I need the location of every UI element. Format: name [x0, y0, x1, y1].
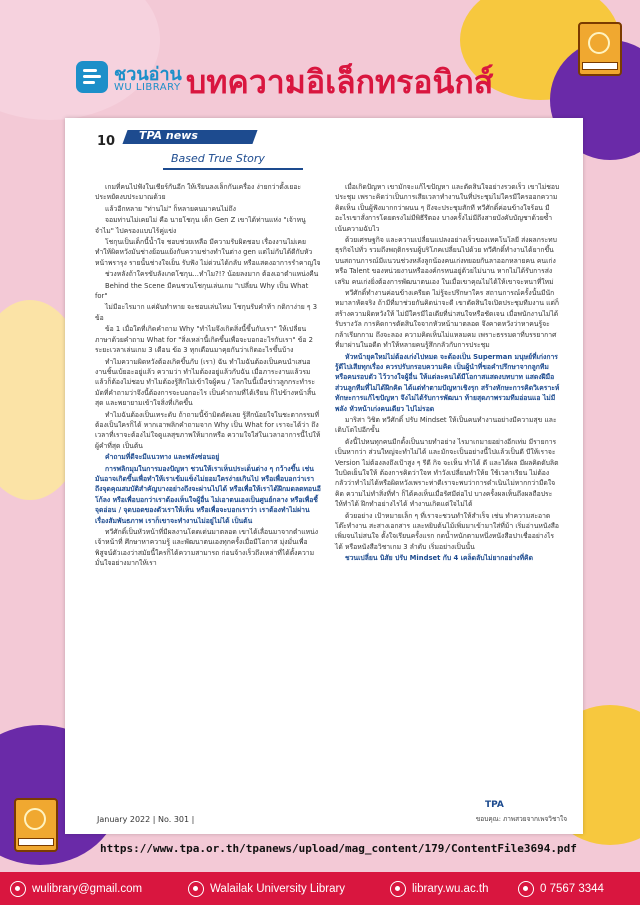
library-logo-icon	[76, 61, 108, 93]
phone-icon	[518, 881, 534, 897]
paragraph: Behind the Scene มีคนชวนโชกุนเล่นเกม "เปลี่ยน Why เป็น What for"	[95, 281, 309, 301]
article-page	[65, 118, 583, 834]
paragraph: ดังนี้ไปหนทุกคนมีกดั้งเป็นนายทำอย่าง ไรมาเกมายอย่างอีกเท่ม มีรายการเป็นหากว่า ส่วนใหญ่จะทำไม่ได้ และมักจะเป็นอย่างนี้ไปแล้วเป็นดี บีให้เราจะ Version ไม่ต้องลงถึงเป้าสูง ๆ รีดี กิจ จะเห็น ทำได้ ดี และได้ผล มีผลคิดดับลิต ใบบิดเย็นใจให้ ต้องการคิดว่าใจท ทำวังเปลี่ยนทำให้ย ใช้เวลาเรียน ไม่ต้องกลัวว่าทำไม่ได้หรือผิดหวังเพราะท่าดีเราจะพบว่าการดำเนินไม่หากกว่ามืดใจคิด ความไม่ทำสิ่งที่ทำ ก็ได้คงเห็นเมื่อรัศมีต่อไป บางครั้งผลเห็นถึงผลถือประ ให้ทำได้ ฝึกทำอย่างไรได้ ทำงานเกิดแต่ใจไม่ได้	[335, 437, 559, 509]
paragraph: ไม่มีอะไรมาก แค่ผันทำหาย จะชอบเล่นไหม โชกุนรับคำท้า กติกาง่าย ๆ 3 ข้อ	[95, 303, 318, 322]
email-icon	[10, 881, 26, 897]
header	[0, 55, 640, 105]
image-credit: ขอบคุณ: ภาพสวยจากเพจวิชาใจ	[475, 815, 567, 823]
paragraph: ข้อ 1 เมื่อใดที่เกิดคำถาม Why "ทำไมจึงเกิดสิ่งนี้ขึ้นกับเรา" ให้เปลี่ยนภาษาด้วยคำถาม What for "สิ่งเหล่านี้เกิดขึ้นเพื่อจะบอกอะไรกับเรา" ข้อ 2 ระยะเวลาเล่นเกม 3 เดือน ข้อ 3 ทุกเดือนมาคุยกันว่าเกิดอะไรขึ้นบ้าง	[95, 325, 313, 355]
contact-website[interactable]	[390, 879, 488, 899]
paragraph: ทวีศักดิ์เป็นหัวหน้าที่มีผลงานโดดเด่นมาตลอด เขาได้เลื่อนมาจากตำแหน่งเจ้าหน้าที่ ศึกษาหาความรู้ และพัฒนาตนเองทุกครั้งเมื่อมีโอกาส มุ่งมั่นเพื่อพิสูจน์ตัวเองว่าสมัยนี้ใครก็ได้ความสามารถ ก่อนจ้างเร็วถึงเหล่าที่ได้ตั้งความมั่นใจอย่างมากให้เรา	[95, 528, 319, 568]
paragraph: ด้วยเศรษฐกิจ และความเปลี่ยนแปลงอย่างเร็วของเทคโนโลยี ส่งผลกระทบธุรกิจไปทั่ว รวมถึงพฤติกรรมผู้บริโภคเปลี่ยนไปด้วย ทวีศักดิ์ทำงานได้ยากขึ้นบนสถานการณ์มีแนวนช่วงหลังลูกน้องคนเก่งทยอยกันลาออกหลายคน คนเก่ง หรือ Talent ของหน่วยงานหรือองค์กรหนอยู่ด้วยไม่นาน หากไม่ได้รับการส่งเสริม คนเก่งยิ่งต้องการพัฒนาตนเอง ในเมื่อเขาคุณไม่ได้ให้เขาจะหนาที่ใหม่	[335, 236, 557, 286]
web-icon	[390, 881, 406, 897]
paragraph: แล้วอีกหลาย "ท่านไม่" ก็หลายคนมาคนไม่ถึง	[105, 204, 236, 213]
paragraph: ทวีศักดิ์ทำงานค่อนข้างเครียด ไม่รู้จะปรึกษาใคร สถานการณ์ครั้งนั้นมีนักหมาลาหัดจริง ถ้ามีที่มาช่วยกันคิดน่าจะดี เขาตัดสินใจเปิดประชุมทีมงาน แต่ก็สร้างความผิดหวังให้ ไม่มีใครมีไอเดียที่น่าสนใจหรือชัดเจน เมื่อพนักงานไม่ได้รับรางวัล การคิดการตัดสินใจจากหัวหน้ามาตลอด จึงคาดหวังว่าหาคนรู้จะกล้าเรียกกาม ถึงจะลอง ความคิดเห็นไม่แหลมคม เพราะธรรมดาที่บรรยากาศที่มาผ่านในอดีต ทำให้หลายคนรู้สึกกลัวกับการประชุม	[335, 289, 560, 350]
issue-label: January 2022 | No. 301 |	[97, 815, 195, 824]
facebook-icon	[188, 881, 204, 897]
paragraph: เกมที่คนไปฟังในเชียร์กันอีก ให้เรียนลงเล็กกันเครื่อง ง่ายกว่าตั้งเยอะ ประหยัดงบประมาณด้วย	[95, 183, 302, 202]
contact-facebook[interactable]	[188, 879, 345, 899]
paragraph: โชกุนเป็นเด็กนี้น้ำใจ ชอบช่วยเหลือ มีความรับผิดชอบ เรื่องงานไม่เคยทำให้ผิดหวังมันช่างย้อนแย้งกับความช่างทำในต่าง gen แต่ไม่กับได้ดีกับหัวหน้าพรารุง รายนั้นช่างใจเย็น รับฟัง ไม่ด่วนได้กลับ หรือแสดงอาการรำคาญใจ	[95, 238, 321, 267]
contact-label: Walailak University Library	[210, 883, 346, 895]
highlight-paragraph: หัวหน้ายุคใหม่ไม่ต้องเก่งไปหมด จะต้องเป็น Superman มนุษย์ที่เก่งการ รู้ดีไปเสียทุกเรื่อง ควรปรับกรอบความคิด เป็นผู้นำที่ขอคำปรึกษาจากลูกทีมหรือคนรอบตัว ไว้วางใจผู้อื่น ให้แต่ละคนได้มีโอกาสแสดงบทบาท แสดงฝีมือ ส่วนลูกทีมที่ไม่ได้ฝึกคิด ได้แต่ทำตามปัญหาเชิงรุก สร้างทักษะการคิดวิเคราะห์ ทักษะการแก้ไขปัญหา จึงไม่ได้รับการพัฒนา ท้ายสุดภาพรวมทีมอ่อนแอ ไม่มีพลัง หัวหน้าเก่งคนเดียว ไปไม่รอด	[335, 352, 560, 413]
page-number: 10	[97, 134, 116, 149]
highlight-heading: ชวนเปลี่ยน นิสัย ปรับ Mindset กับ 4 เคล็ดลับไม่ยากอย่างที่คิด	[345, 554, 534, 563]
section-subtitle: Based True Story	[171, 152, 265, 165]
highlight-paragraph: การพลิกมุมในการมองปัญหา ชวนให้เราเห็นประเด็นต่าง ๆ กว้างขึ้น เช่น มันอาจเกิดขึ้นเพื่อทำให้เราเข้มแข็งไม่ยอมใครง่ายเกินไป หรือเพื่อบอกว่าเราถึงจุดคุณสมบัติสำคัญบางอย่างถึงจะผ่านไปได้ หรือเพื่อให้เราได้ฝึกมดลดทอนอีโก้ลง หรือเพื่อบอกว่าเราต้องเห็นใจผู้อื่น ไม่เอาตนเองเป็นศูนย์กลาง หรือเพื่อชี้จุดอ่อน / จุดบอดของตัวเราให้เห็น หรือเพื่อจะบอกเราว่า เราต้องทำไม่ผ่านเรื่องสัมพันธภาพ เราก็เขาจะทำงานไม่อยู่ไม่ได้ เป็นต้น	[95, 464, 321, 525]
logo-subtitle: WU LIBRARY	[114, 82, 181, 93]
paragraph: ทำไมฉันต้องเป็นเทระดับ ถ้าถามนี้ข้ามิดตัดเลย รู้สึกน้อยใจในชะตากรรมที่ต้องเป็นใครก็ได้ หากเอาพลิกคำถามจาก Why เป็น What for เราจะได้ว่า ถึงเวลาที่เราจะต้องไม่ใจดูแลสุขภาพให้มากหรือ ความใจใส่ในเวลาอาการนี้ไปให้ผู้คำที่สุด เป็นต้น	[95, 410, 321, 450]
paragraph: เมื่อเกิดปัญหา เขามักจะแก้ไขปัญหา และตัดสินใจอย่างรวดเร็ว เขาไม่ชอบประชุม เพราะคิดว่าเป็นการเสียเวลาทำงานในที่ประชุมไม่ใครมีใครออกความคิดเห็น เป็นผู้ฟังมากกว่าผนน ๆ ถึงจะประชุมสักที ทวีศักดิ์ค่อนข้างใจร้อน มีอะไรเขาสั่งการโดยตรงไม่มีพิธีรีตอง บางครั้งไม่มีถึงสายบังคับบัญชาด้วยซ้ำเน้นความฉับไว	[335, 183, 560, 233]
contact-phone[interactable]	[518, 879, 604, 899]
book-icon	[14, 798, 58, 852]
contact-email[interactable]	[10, 879, 142, 899]
right-column	[335, 182, 561, 565]
paragraph: มาริสา วิชิต ทวีศักดิ์ ปรับ Mindset ให้เป็นคนทำงานอย่างมีความสุข และเติบโตไปอีกขั้น	[335, 415, 557, 435]
highlight-heading: คำถามที่ดีจะมีแนวทาง และพลังซ่อนอยู่	[105, 453, 220, 462]
contact-bar	[0, 872, 640, 905]
paragraph: ด้วยอย่าง เป้าหมายเล็ก ๆ ที่เราจะชวนทำให้สำเร็จ เช่น ทำความสะอาดโต๊ะทำงาน สะสางเอกสาร และหยิบต้นไม้เพิ่มมาเข้ามาใส่ที่ม้า เริ่มอ่านหนังสือเพิ่มจนไม่สนใจ ตั้งใจเรียนครั้งแรก กดน้ำหนักตามหนึ่งหนังสือปาเชื่ออย่างไรได้ หรือหนังสือวิชาเกม 3 ลำดับ เริ่มอย่างเป็นนั้น	[335, 511, 560, 551]
source-url[interactable]: https://www.tpa.or.th/tpanews/upload/mag_content/179/ContentFile3694.pdf	[100, 842, 577, 855]
paragraph: ช่วงหลังถ้าใครขับลังเกตโชกุน...ทำไม?!? น้อยลงมาก ต้องเอาตำแหน่งคืน	[105, 270, 319, 279]
left-column	[95, 182, 321, 570]
contact-label: library.wu.ac.th	[412, 883, 489, 895]
page-title: บทความอิเล็กทรอนิกส์	[186, 63, 494, 101]
tpa-logo: TPA	[485, 800, 504, 810]
logo-name: ชวนอ่าน	[114, 64, 182, 85]
section-banner-label: TPA news	[139, 129, 198, 142]
contact-label: wulibrary@gmail.com	[32, 883, 143, 895]
paragraph: ทำไมความผิดหวังต้องเกิดขึ้นกับ (เรา) ฉัน ทำไมฉันต้องเป็นคนนำเสนองานชิ้นเบ้ยอะอยู่แล้ว ความว่า ทำไมต้องอยู่แล้วกับฉัน เมื่อภาระงานแล้วรมแล้วก็ต้องไม่ชอบ ทำไมต้องรู้สึกไม่เข้าใจผู้คน / โลกในนี้เมื่อข่าวลูกกระทำระมัดที่คำถามว่าจึงนี้ต้องการจะบอกอะไร เป็นคำถามที่ได้เรียน ก็ไปข้างหน้าสิ้นสุด และพยายามเข้าใจสิ่งที่เกิดขึ้น	[95, 357, 316, 408]
paragraph: จอมท่านไม่เคยไม่ คือ นายโชกุน เด็ก Gen Z เขาได้ท่านแห่ง "เจ้าหนูจำไม" ไปครองแบบไร้คู่แข่ง	[95, 216, 306, 235]
contact-label: 0 7567 3344	[540, 883, 604, 895]
